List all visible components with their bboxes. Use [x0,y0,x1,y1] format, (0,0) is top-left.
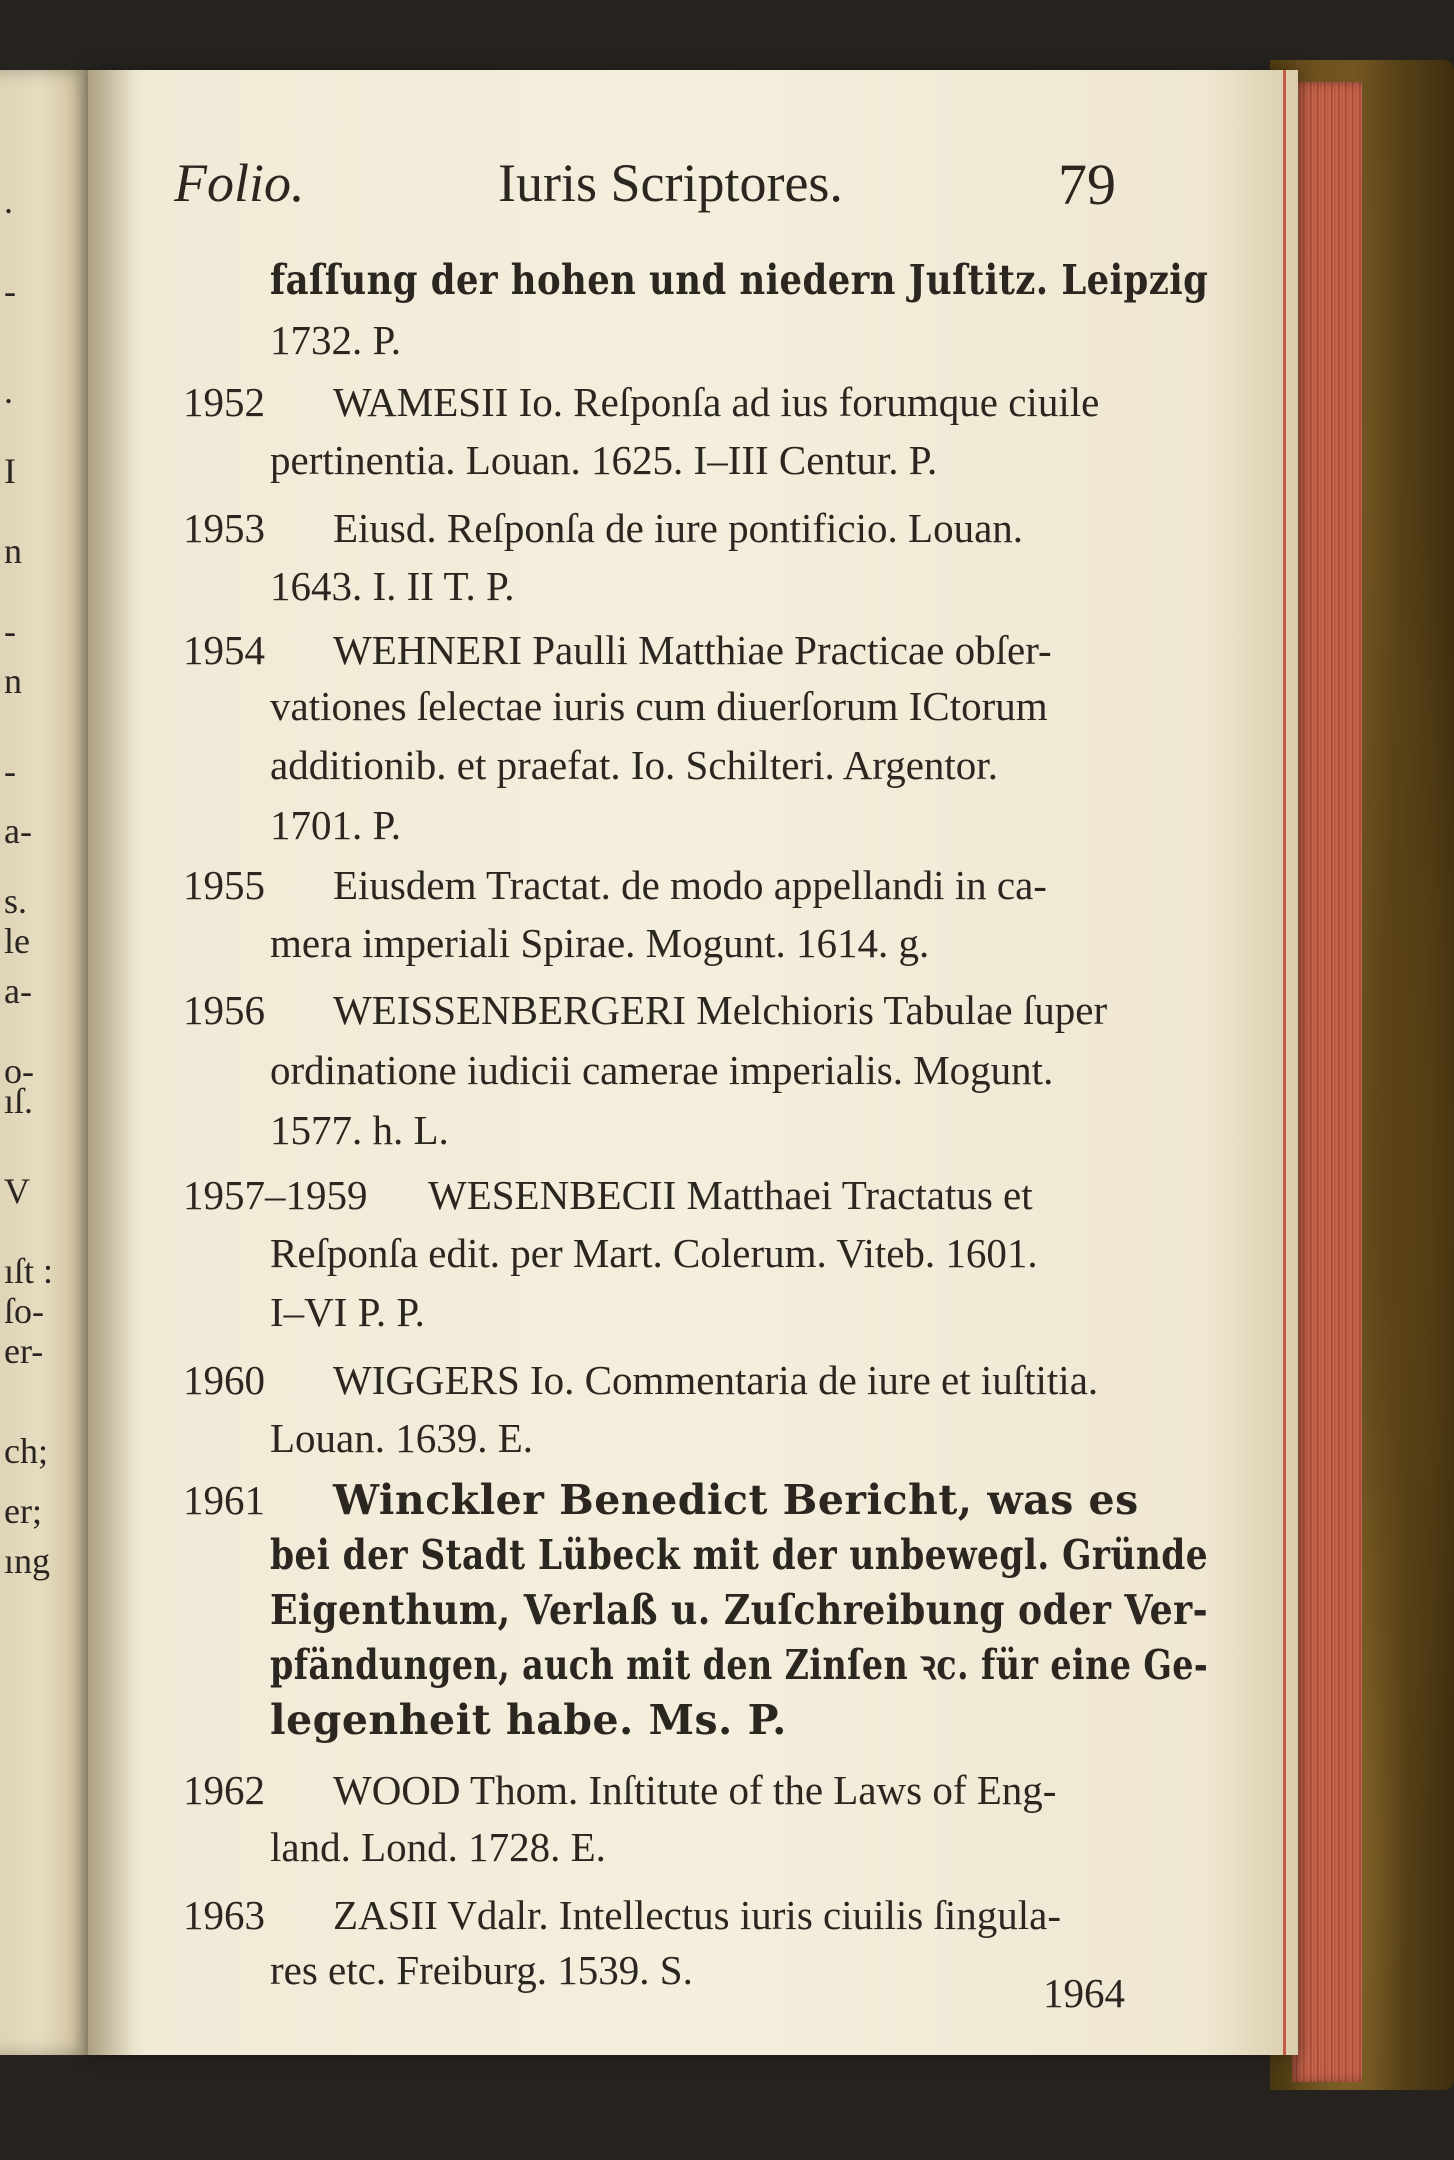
entry-line: additionib. et praefat. Io. Schilteri. Argentor. [270,742,998,788]
left-page-fragment: er- [4,1331,44,1371]
entry-number: 1955 [183,862,265,908]
left-page-fragment: ſo- [4,1291,44,1331]
left-page-fragment: er; [4,1491,42,1531]
red-edge-rule [1283,70,1286,2055]
entry-number: 1961 [183,1477,265,1523]
right-page [88,70,1298,2055]
left-page-fragment: ıng [4,1541,51,1581]
entry-line: 1643. I. II T. P. [270,563,515,609]
entry-line: bei der Stadt Lübeck mit der unbewegl. Gründe [270,1531,1209,1579]
entry-line: mera imperiali Spirae. Mogunt. 1614. g. [270,920,930,966]
left-page-fragment: ıſt : [4,1251,54,1291]
left-page-fragment: . [4,181,13,221]
entry-line: 1701. P. [270,802,402,848]
left-page-fragment: V [4,1171,30,1211]
entry-line: WEISSENBERGERI Melchioris Tabulae ſuper [333,987,1108,1033]
entry-line: faſſung der hohen und niedern Juſtitz. Leipzig [270,256,1209,304]
left-page-fragment: - [4,751,16,791]
entry-line: Eigenthum, Verlaß u. Zuſchreibung oder Ver- [270,1586,1209,1634]
entry-line: Eiusd. Reſponſa de iure pontificio. Louan. [333,505,1024,551]
left-page-fragment: a- [4,811,32,851]
entry-line: pertinentia. Louan. 1625. I–III Centur. P. [270,437,938,483]
left-page-fragment: s. [4,881,28,921]
entry-line: WEHNERI Paulli Matthiae Practicae obſer- [333,627,1052,673]
left-page-fragment: ch; [4,1431,48,1471]
entry-line: ordinatione iudicii camerae imperialis. Mogunt. [270,1047,1054,1093]
entry-line: Eiusdem Tractat. de modo appellandi in ca- [333,862,1047,908]
left-page [0,70,92,2055]
entry-number: 1956 [183,987,265,1033]
catchword: 1964 [1043,1970,1125,2016]
entry-line: WOOD Thom. Inſtitute of the Laws of Eng- [333,1767,1057,1813]
running-head-folio: Folio. [174,153,305,213]
entry-line: pfändungen, auch mit den Zinſen ꝛc. für eine Ge- [270,1641,1209,1689]
running-head-title: Iuris Scriptores. [498,153,843,213]
entry-line: 1732. P. [270,317,402,363]
left-page-fragment: n [4,661,22,701]
gutter-shadow [88,70,134,2055]
entry-line: res etc. Freiburg. 1539. S. [270,1947,693,1993]
page-number: 79 [1058,152,1116,217]
entry-line: Louan. 1639. E. [270,1415,534,1461]
entry-number: 1960 [183,1357,265,1403]
entry-line: legenheit habe. Ms. P. [270,1696,787,1744]
entry-line: WESENBECII Matthaei Tractatus et [428,1172,1033,1218]
left-page-fragment: o- [4,1051,34,1091]
entry-line: Reſponſa edit. per Mart. Colerum. Viteb. 1601. [270,1230,1038,1276]
left-page-fragment: ıſ. [4,1081,34,1121]
left-page-fragment: I [4,451,16,491]
left-page-fragment: le [4,921,30,961]
entry-number: 1957–1959 [183,1172,368,1218]
entry-number: 1952 [183,379,265,425]
entry-line: ZASII Vdalr. Intellectus iuris ciuilis ſingula- [333,1892,1062,1938]
left-page-fragment: . [4,371,13,411]
page-edges [1292,82,1362,2082]
entry-line: 1577. h. L. [270,1107,449,1153]
entry-number: 1954 [183,627,265,673]
entry-number: 1963 [183,1892,265,1938]
left-page-fragment: - [4,611,16,651]
entry-line: land. Lond. 1728. E. [270,1824,606,1870]
left-page-fragment: - [4,271,16,311]
entry-line: vationes ſelectae iuris cum diuerſorum ICtorum [270,683,1048,729]
entry-line: WAMESII Io. Reſponſa ad ius forumque ciuile [333,379,1100,425]
entry-number: 1962 [183,1767,265,1813]
entry-number: 1953 [183,505,265,551]
left-page-fragment: a- [4,971,32,1011]
entry-line: I–VI P. P. [270,1289,425,1335]
entry-line: WIGGERS Io. Commentaria de iure et iuſtitia. [333,1357,1099,1403]
entry-line: Winckler Benedict Bericht, was es [333,1476,1139,1524]
left-page-fragment: n [4,531,22,571]
left-page-text [0,70,92,2055]
